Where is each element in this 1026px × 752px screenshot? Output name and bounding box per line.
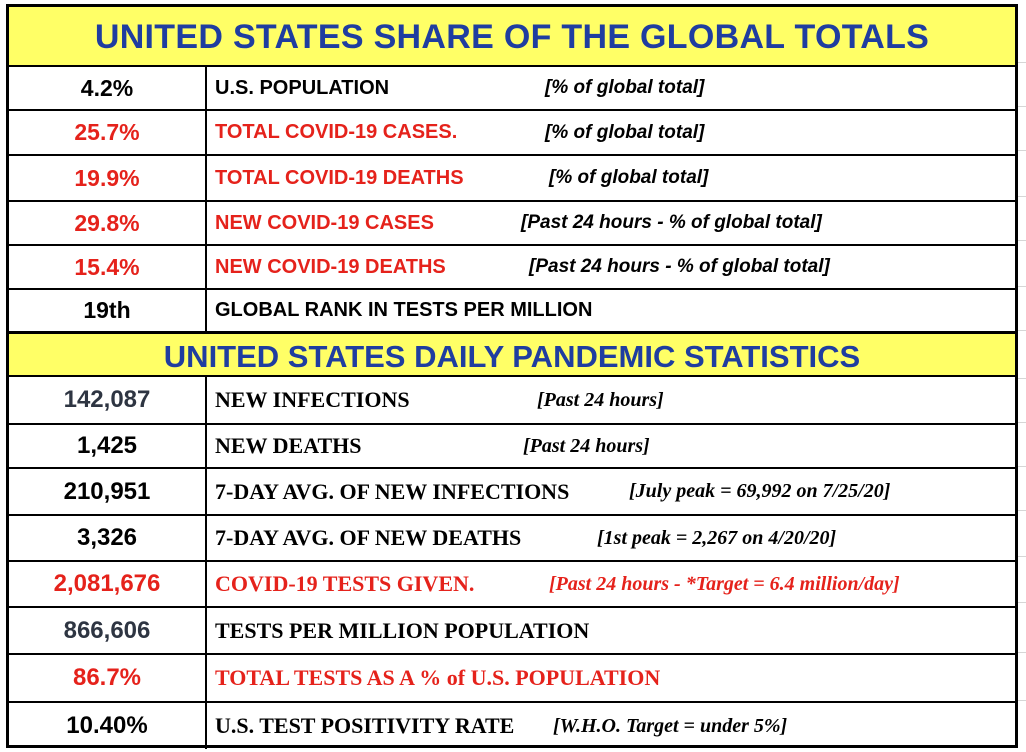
stat-label: NEW DEATHS	[215, 433, 362, 458]
global-share-header: UNITED STATES SHARE OF THE GLOBAL TOTALS	[9, 7, 1015, 67]
stats-sheet	[6, 4, 1018, 748]
table-row	[9, 425, 1015, 469]
daily-stats-header: UNITED STATES DAILY PANDEMIC STATISTICS	[9, 331, 1015, 377]
stat-value: 866,606	[9, 608, 207, 653]
table-row	[9, 111, 1015, 156]
stat-label: NEW COVID-19 DEATHS	[215, 255, 446, 278]
table-row	[9, 655, 1015, 703]
stat-value: 19.9%	[9, 156, 207, 200]
stat-label: TOTAL COVID-19 CASES.	[215, 121, 458, 143]
stat-value: 25.7%	[9, 111, 207, 154]
table-row	[9, 703, 1015, 749]
table-row	[9, 608, 1015, 655]
stat-label: COVID-19 TESTS GIVEN.	[215, 571, 475, 596]
stat-value: 2,081,676	[9, 562, 207, 606]
stat-value: 4.2%	[9, 67, 207, 109]
stat-value: 19th	[9, 290, 207, 331]
stat-note: [July peak = 69,992 on 7/25/20]	[629, 480, 891, 502]
stat-value: 10.40%	[9, 703, 207, 749]
stat-label: U.S. TEST POSITIVITY RATE	[215, 713, 515, 738]
stat-note: [Past 24 hours - *Target = 6.4 million/day]	[549, 572, 900, 595]
stat-label: 7-DAY AVG. OF NEW DEATHS	[215, 525, 522, 550]
stat-label: NEW INFECTIONS	[215, 387, 410, 412]
stat-note: [Past 24 hours]	[523, 434, 650, 457]
table-row	[9, 156, 1015, 202]
table-row	[9, 246, 1015, 290]
stat-value: 3,326	[9, 516, 207, 560]
stat-label: TOTAL TESTS AS A % of U.S. POPULATION	[215, 665, 661, 690]
stat-value: 142,087	[9, 377, 207, 423]
stat-note: [% of global total]	[545, 121, 705, 143]
stat-value: 15.4%	[9, 246, 207, 288]
table-row	[9, 469, 1015, 516]
stat-value: 210,951	[9, 469, 207, 514]
stat-value: 1,425	[9, 425, 207, 467]
stat-label: NEW COVID-19 CASES	[215, 211, 434, 234]
stat-note: [% of global total]	[545, 77, 705, 98]
stat-label: GLOBAL RANK IN TESTS PER MILLION	[215, 299, 593, 321]
stat-label: TOTAL COVID-19 DEATHS	[215, 166, 464, 189]
stat-note: [% of global total]	[549, 167, 709, 188]
stat-note: [W.H.O. Target = under 5%]	[553, 714, 788, 737]
table-row	[9, 202, 1015, 246]
table-row	[9, 377, 1015, 425]
table-row	[9, 516, 1015, 562]
stat-note: [Past 24 hours - % of global total]	[529, 256, 830, 277]
stat-value: 86.7%	[9, 655, 207, 701]
table-row	[9, 290, 1015, 331]
stat-label: 7-DAY AVG. OF NEW INFECTIONS	[215, 478, 570, 504]
stat-note: [Past 24 hours]	[537, 388, 664, 411]
table-row	[9, 562, 1015, 608]
stat-note: [1st peak = 2,267 on 4/20/20]	[597, 526, 837, 549]
stat-note: [Past 24 hours - % of global total]	[521, 212, 822, 233]
stat-value: 29.8%	[9, 202, 207, 244]
stat-label: TESTS PER MILLION POPULATION	[215, 617, 590, 643]
table-row	[9, 67, 1015, 111]
stat-label: U.S. POPULATION	[215, 76, 390, 99]
